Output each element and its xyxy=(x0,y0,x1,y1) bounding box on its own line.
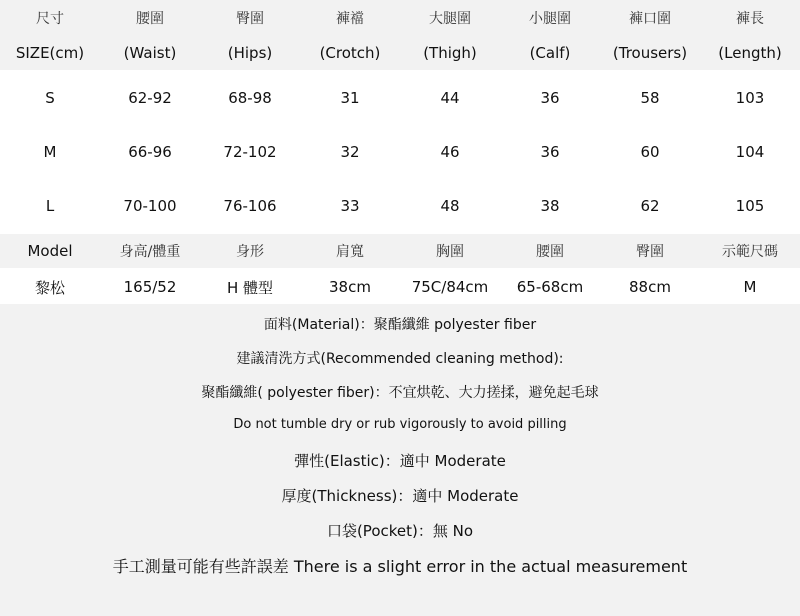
header-en-thigh: (Thigh) xyxy=(423,44,477,62)
waist-value: 62-92 xyxy=(128,89,172,107)
table-row-size-s xyxy=(0,72,800,124)
size-header-en-row xyxy=(0,36,800,70)
hips-value: 72-102 xyxy=(223,143,277,161)
model-header-bust: 胸圍 xyxy=(436,244,464,260)
model-height-weight: 165/52 xyxy=(123,278,177,296)
length-value: 103 xyxy=(735,89,765,107)
length-value: 104 xyxy=(735,143,765,161)
size-header-cn-row xyxy=(0,0,800,36)
header-cn-trousers: 褲口圍 xyxy=(629,11,671,27)
model-name: 黎松 xyxy=(34,278,65,297)
model-shoulder: 38cm xyxy=(329,278,371,296)
model-header-size: 示範尺碼 xyxy=(722,244,778,260)
model-table-header xyxy=(0,234,800,268)
table-row-size-m xyxy=(0,126,800,178)
size-table-header xyxy=(0,0,800,70)
crotch-value: 31 xyxy=(340,89,360,107)
product-notes xyxy=(0,304,800,616)
table-row-model xyxy=(0,270,800,304)
measurement-error-note: 手工測量可能有些許誤差 There is a slight error in the actual measurement xyxy=(112,557,688,576)
table-row-size-l xyxy=(0,180,800,232)
calf-value: 38 xyxy=(540,197,560,215)
cleaning-en-note: Do not tumble dry or rub vigorously to avoid pilling xyxy=(233,417,567,432)
model-body-shape: H 體型 xyxy=(226,278,274,297)
model-header-hips: 臀圍 xyxy=(636,244,664,260)
trousers-value: 62 xyxy=(640,197,660,215)
header-cn-length: 褲長 xyxy=(736,11,764,27)
cleaning-title: 建議清洗方式(Recommended cleaning method): xyxy=(236,351,564,367)
header-en-length: (Length) xyxy=(718,44,782,62)
size-label: S xyxy=(45,89,55,107)
header-cn-waist: 腰圍 xyxy=(136,11,164,27)
elastic-note: 彈性(Elastic)：適中 Moderate xyxy=(294,452,506,470)
thigh-value: 44 xyxy=(440,89,460,107)
header-en-calf: (Calf) xyxy=(529,44,571,62)
model-hips: 88cm xyxy=(629,278,671,296)
header-cn-crotch: 褲襠 xyxy=(336,11,364,27)
model-bust: 75C/84cm xyxy=(411,278,489,296)
model-header-waist: 腰圍 xyxy=(536,244,564,260)
trousers-value: 58 xyxy=(640,89,660,107)
model-header-height-weight: 身高/體重 xyxy=(119,244,181,260)
crotch-value: 32 xyxy=(340,143,360,161)
header-en-trousers: (Trousers) xyxy=(612,44,688,62)
hips-value: 68-98 xyxy=(228,89,272,107)
calf-value: 36 xyxy=(540,89,560,107)
trousers-value: 60 xyxy=(640,143,660,161)
model-waist: 65-68cm xyxy=(516,278,584,296)
length-value: 105 xyxy=(735,197,765,215)
thickness-note: 厚度(Thickness)：適中 Moderate xyxy=(281,487,519,505)
pocket-note: 口袋(Pocket)：無 No xyxy=(326,522,474,540)
header-en-crotch: (Crotch) xyxy=(319,44,381,62)
size-label: M xyxy=(43,143,57,161)
cleaning-cn-note: 聚酯纖維( polyester fiber)：不宜烘乾、大力搓揉，避免起毛球 xyxy=(201,385,599,401)
model-header-shoulder: 肩寬 xyxy=(336,244,364,260)
header-cn-calf: 小腿圍 xyxy=(529,11,571,27)
model-header-body-shape: 身形 xyxy=(236,244,264,260)
header-en-hips: (Hips) xyxy=(227,44,273,62)
header-en-size: SIZE(cm) xyxy=(15,44,85,62)
waist-value: 66-96 xyxy=(128,143,172,161)
header-en-waist: (Waist) xyxy=(123,44,177,62)
thigh-value: 48 xyxy=(440,197,460,215)
hips-value: 76-106 xyxy=(223,197,277,215)
material-note: 面料(Material)：聚酯纖維 polyester fiber xyxy=(263,317,537,333)
header-cn-thigh: 大腿圍 xyxy=(429,11,471,27)
model-size: M xyxy=(743,278,757,296)
header-cn-hips: 臀圍 xyxy=(236,11,264,27)
size-label: L xyxy=(45,197,55,215)
model-header-model: Model xyxy=(27,242,73,260)
crotch-value: 33 xyxy=(340,197,360,215)
waist-value: 70-100 xyxy=(123,197,177,215)
thigh-value: 46 xyxy=(440,143,460,161)
header-cn-size: 尺寸 xyxy=(36,11,64,27)
calf-value: 36 xyxy=(540,143,560,161)
